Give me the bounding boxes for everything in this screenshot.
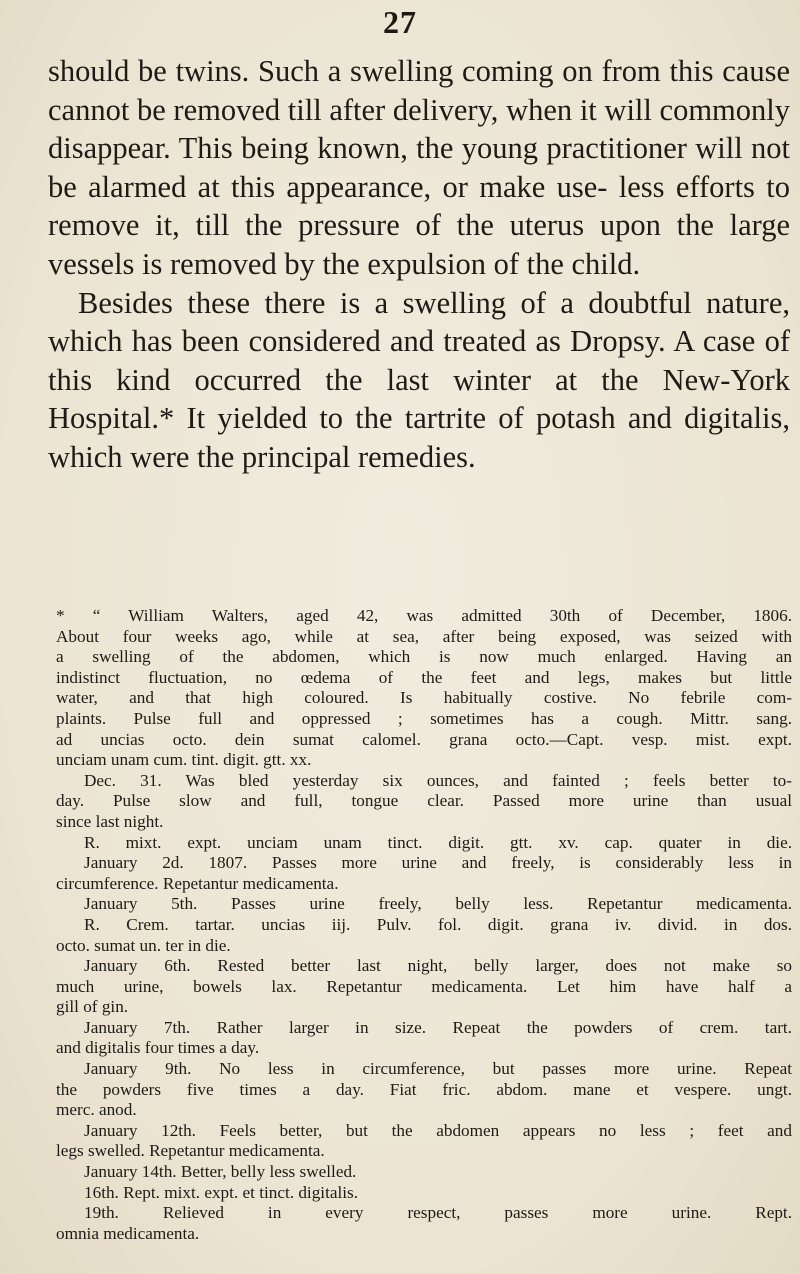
footnote-line: unciam unam cum. tint. digit. gtt. xx. [56, 750, 312, 770]
footnote-line: a swelling of the abdomen, which is now much enlarged. Having an [56, 647, 792, 667]
footnote-line: January 5th. Passes urine freely, belly less. Repetantur medicamenta. [84, 894, 792, 914]
footnote-line: plaints. Pulse full and oppressed ; sometimes has a cough. Mittr. sang. [56, 708, 792, 728]
footnote-line: January 14th. Better, belly less swelled. [84, 1162, 357, 1182]
footnote-line: January 9th. No less in circumference, but passes more urine. Repeat [84, 1059, 792, 1079]
footnote-line: January 2d. 1807. Passes more urine and freely, is considerably less in [84, 853, 792, 873]
footnote-line: gill of gin. [56, 997, 129, 1017]
footnote-line: legs swelled. Repetantur medicamenta. [56, 1141, 325, 1161]
footnote-line: ad uncias octo. dein sumat calomel. grana octo.—Capt. vesp. mist. expt. [56, 729, 792, 749]
footnote-line: January 6th. Rested better last night, belly larger, does not make so [84, 956, 792, 976]
footnote [56, 606, 792, 1244]
footnote-line: merc. anod. [56, 1100, 137, 1120]
footnote-line: R. Crem. tartar. uncias iij. Pulv. fol. digit. grana iv. divid. in dos. [84, 914, 792, 934]
footnote-line: the powders five times a day. Fiat fric. abdom. mane et vespere. ungt. [56, 1079, 792, 1099]
footnote-line: since last night. [56, 811, 164, 831]
footnote-line: R. mixt. expt. unciam unam tinct. digit. gtt. xv. cap. quater in die. [84, 832, 792, 852]
footnote-line: omnia medicamenta. [56, 1223, 200, 1243]
footnote-line: octo. sumat un. ter in die. [56, 935, 231, 955]
paragraph: should be twins. Such a swelling coming on from this cause cannot be removed till after delivery, when it will commonly disappear. This being known, the young practitioner will not be alarmed at this appearance, or make use- less efforts to remove it, till the pressure of the uterus upon the large vessels is removed by the expulsion of the child. [48, 54, 790, 281]
footnote-line: About four weeks ago, while at sea, after being exposed, was seized with [56, 626, 792, 646]
footnote-line: January 12th. Feels better, but the abdomen appears no less ; feet and [84, 1120, 792, 1140]
paragraph: Besides these there is a swelling of a doubtful nature, which has been considered and treated as Dropsy. A case of this kind occurred the last winter at the New-York Hospital.* It yielded to the tartrite of potash and digitalis, which were the principal remedies. [48, 285, 790, 474]
body-text [48, 52, 790, 477]
footnote-line: day. Pulse slow and full, tongue clear. Passed more urine than usual [56, 791, 792, 811]
footnote-line: January 7th. Rather larger in size. Repeat the powders of crem. tart. [84, 1017, 792, 1037]
footnote-line: 19th. Relieved in every respect, passes more urine. Rept. [84, 1203, 792, 1223]
footnote-line: * “ William Walters, aged 42, was admitted 30th of December, 1806. [56, 606, 792, 625]
footnote-line: water, and that high coloured. Is habitually costive. No febrile com- [56, 688, 792, 708]
footnote-line: indistinct fluctuation, no œdema of the feet and legs, makes but little [56, 667, 792, 687]
page-number: 27 [383, 4, 417, 40]
footnote-line: circumference. Repetantur medicamenta. [56, 873, 339, 893]
footnote-line: much urine, bowels lax. Repetantur medicamenta. Let him have half a [56, 976, 792, 996]
footnote-line: 16th. Rept. mixt. expt. et tinct. digitalis. [84, 1182, 359, 1202]
footnote-line: and digitalis four times a day. [56, 1038, 260, 1058]
footnote-line: Dec. 31. Was bled yesterday six ounces, and fainted ; feels better to- [84, 770, 792, 790]
